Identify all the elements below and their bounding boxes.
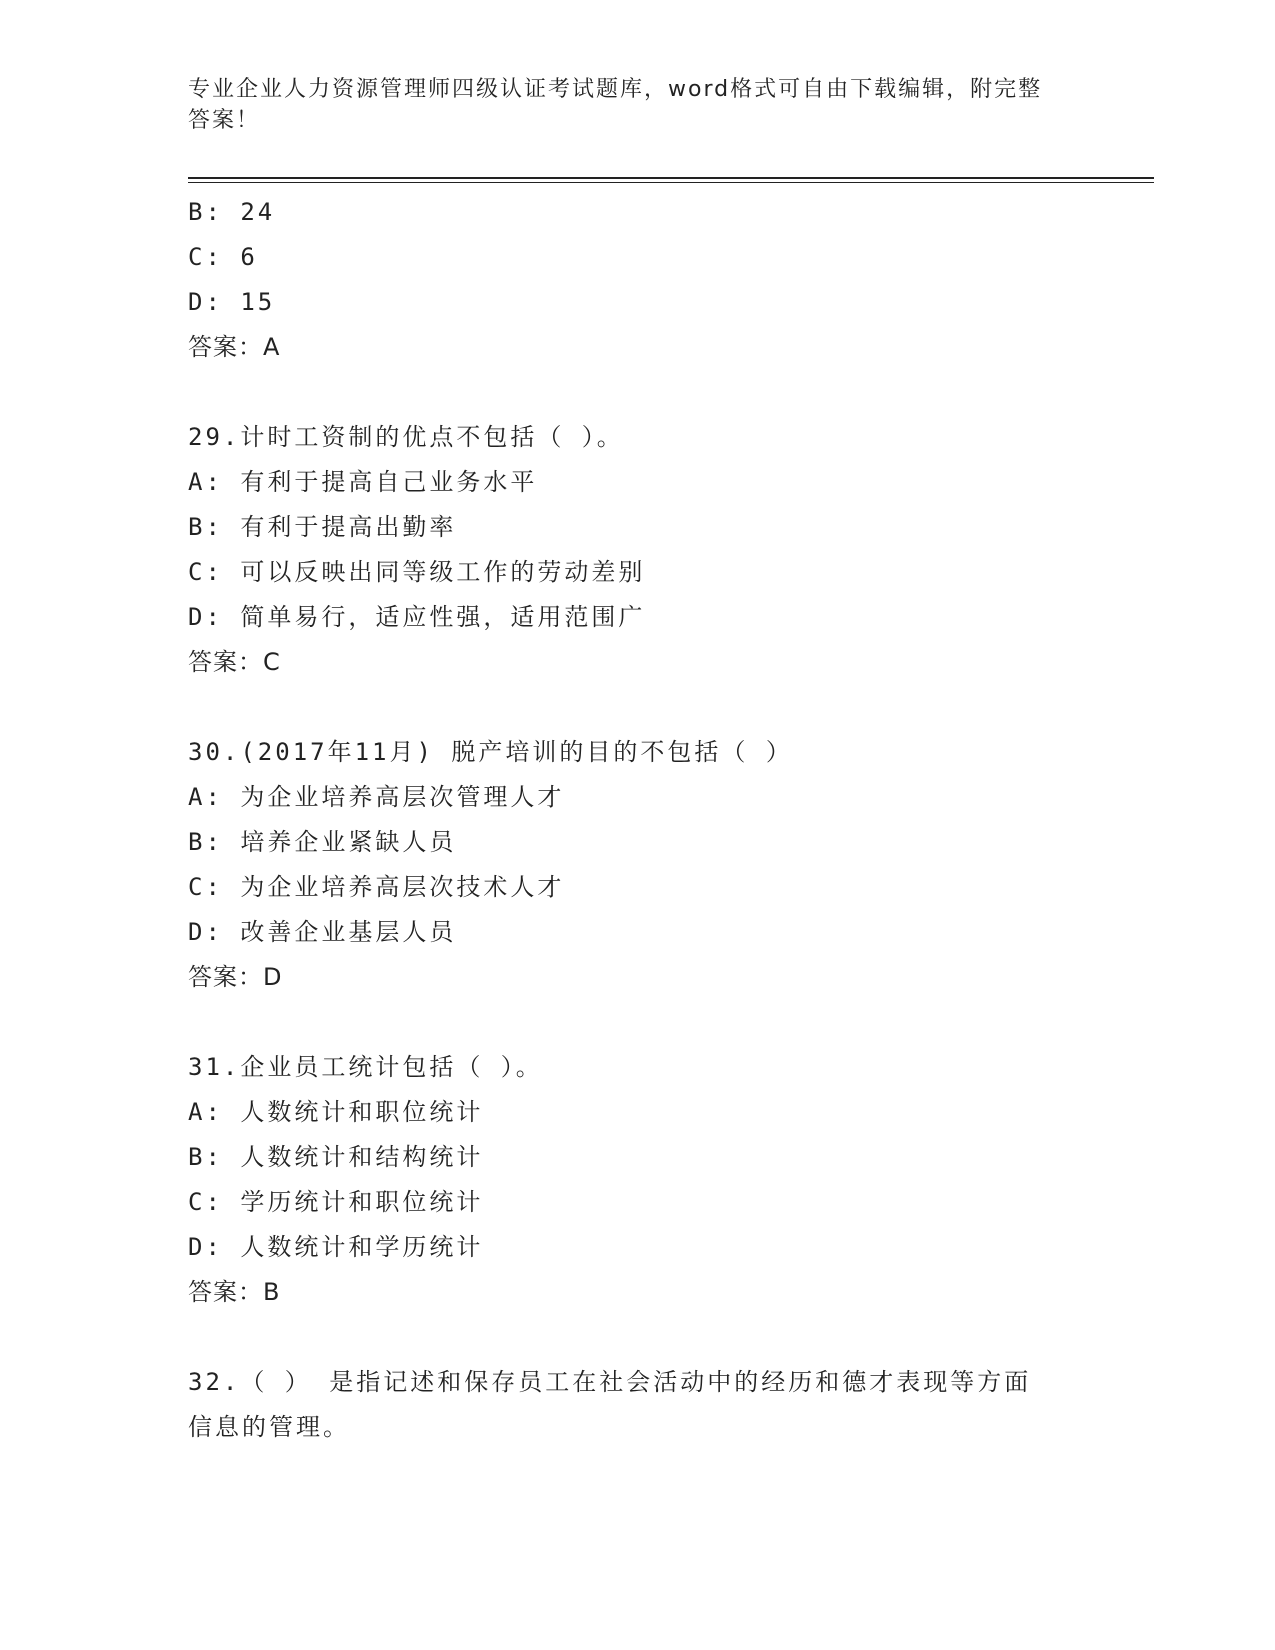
question-stem: 30.(2017年11月) 脱产培训的目的不包括（ ） bbox=[188, 738, 793, 766]
option-d: D: 15 bbox=[188, 288, 276, 316]
answer: 答案：D bbox=[188, 963, 283, 991]
option-a: A: 人数统计和职位统计 bbox=[188, 1098, 484, 1126]
option-b: B: 培养企业紧缺人员 bbox=[188, 828, 457, 856]
option-c: C: 学历统计和职位统计 bbox=[188, 1188, 484, 1216]
question-stem-line-2: 信息的管理。 bbox=[188, 1413, 350, 1441]
header-rule-thick bbox=[188, 177, 1154, 179]
question-block-32 bbox=[188, 1360, 1088, 1450]
option-c: C: 可以反映出同等级工作的劳动差别 bbox=[188, 558, 646, 586]
question-list bbox=[188, 190, 1088, 1450]
question-block-29 bbox=[188, 415, 1088, 685]
question-stem: 29.计时工资制的优点不包括（ ）。 bbox=[188, 423, 624, 451]
option-d: D: 改善企业基层人员 bbox=[188, 918, 457, 946]
option-d: D: 人数统计和学历统计 bbox=[188, 1233, 484, 1261]
option-b: B: 24 bbox=[188, 198, 276, 226]
question-stem: 31.企业员工统计包括（ ）。 bbox=[188, 1053, 543, 1081]
answer: 答案：C bbox=[188, 648, 281, 676]
option-b: B: 人数统计和结构统计 bbox=[188, 1143, 484, 1171]
header-rule-thin bbox=[188, 182, 1154, 183]
question-block-prev bbox=[188, 190, 1088, 370]
option-a: A: 有利于提高自己业务水平 bbox=[188, 468, 538, 496]
spacer bbox=[188, 1315, 1088, 1360]
spacer bbox=[188, 685, 1088, 730]
header-line-2: 答案！ bbox=[188, 108, 261, 133]
question-block-30 bbox=[188, 730, 1088, 1000]
answer: 答案：B bbox=[188, 1278, 281, 1306]
question-stem-line-1: 32.（ ） 是指记述和保存员工在社会活动中的经历和德才表现等方面 bbox=[188, 1368, 1032, 1396]
option-c: C: 6 bbox=[188, 243, 258, 271]
option-a: A: 为企业培养高层次管理人才 bbox=[188, 783, 565, 811]
spacer bbox=[188, 370, 1088, 415]
option-d: D: 简单易行，适应性强，适用范围广 bbox=[188, 603, 646, 631]
answer: 答案：A bbox=[188, 333, 281, 361]
spacer bbox=[188, 1000, 1088, 1045]
option-c: C: 为企业培养高层次技术人才 bbox=[188, 873, 565, 901]
question-block-31 bbox=[188, 1045, 1088, 1315]
header-line-1: 专业企业人力资源管理师四级认证考试题库，word格式可自由下载编辑，附完整 bbox=[188, 77, 1043, 102]
page-header bbox=[188, 74, 1068, 136]
option-b: B: 有利于提高出勤率 bbox=[188, 513, 457, 541]
